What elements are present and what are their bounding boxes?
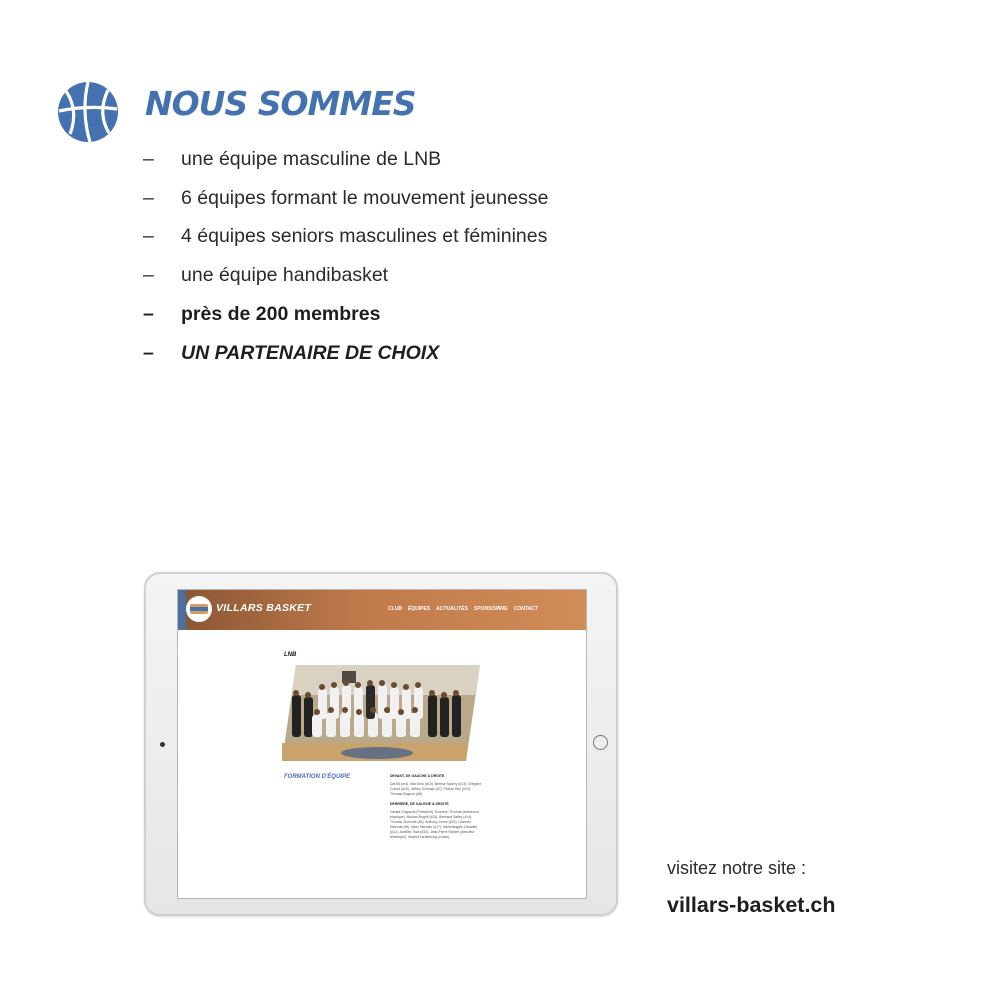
list-dash: – xyxy=(143,264,154,287)
tablet-screen xyxy=(177,589,587,899)
list-item-text: une équipe handibasket xyxy=(181,264,389,287)
list-item xyxy=(143,218,548,257)
front-row-caption: DEVANT, DE GAUCHE À DROITE xyxy=(390,774,445,778)
visit-label: visitez notre site : xyxy=(667,858,807,878)
nav-contact[interactable]: CONTACT xyxy=(513,606,538,612)
list-dash: – xyxy=(143,186,154,209)
list-dash: – xyxy=(143,147,154,170)
list-dash: – xyxy=(143,341,154,364)
back-row-caption: DERRIÈRE, DE GAUCHE À DROITE xyxy=(390,802,449,806)
list-item-text: 6 équipes formant le mouvement jeunesse xyxy=(181,186,549,209)
list-item xyxy=(143,334,548,373)
list-dash: – xyxy=(143,303,154,326)
nav-equipes[interactable]: ÉQUIPES xyxy=(407,606,431,612)
site-brand[interactable]: VILLARS BASKET xyxy=(216,602,312,614)
list-item xyxy=(143,179,548,218)
front-row-names: Dai Mil (m4), Max Mok (#10), Benhur Sparhy (#13), Grégoire Cunod (#15), Jeffrey Schmalz (#7), Florian Rey (#19), Thomas Bugnon (#8). xyxy=(390,782,482,796)
tablet-home-button[interactable] xyxy=(593,735,608,750)
list-item xyxy=(143,140,548,179)
list-item-text: 4 équipes seniors masculines et féminines xyxy=(181,225,548,248)
heading-row xyxy=(57,80,416,144)
list-item-text: UN PARTENAIRE DE CHOIX xyxy=(181,341,440,364)
tablet-camera xyxy=(160,742,165,747)
list-item xyxy=(143,256,548,295)
nav-actualites[interactable]: ACTUALITÉS xyxy=(436,606,468,612)
formation-title: FORMATION D'ÉQUIPE xyxy=(284,774,350,780)
feature-list xyxy=(143,140,548,373)
nav-sponsoring[interactable]: SPONSORING xyxy=(473,606,508,612)
header-accent xyxy=(178,590,186,630)
site-header xyxy=(178,590,586,630)
back-row-names: Gérald Chappuis (Président), Emerson Thomas (entraîneur physique), Nicolas Roghif (#33), Bertrand Salley (#14), Thomas Zumorite (#6), Anthony Jones (#21), Léandro Ettlemal (#5), Marc Sierman (#17), Michelangelo Cavadini (#12), Achilles Toca (#32), Jean-Pierre Raineri (directeur technique), Vincent Laufenburg (coach). xyxy=(390,810,480,839)
roster-block xyxy=(390,774,482,845)
section-label: LNB xyxy=(284,652,297,658)
team-photo-image xyxy=(282,665,480,761)
list-dash: – xyxy=(143,225,154,248)
website-link[interactable]: villars-basket.ch xyxy=(667,893,836,917)
list-item-text: une équipe masculine de LNB xyxy=(181,147,442,170)
page-title: NOUS SOMMES xyxy=(145,84,416,123)
list-item-text: près de 200 membres xyxy=(181,303,381,326)
list-item xyxy=(143,295,548,334)
club-logo-icon xyxy=(189,601,209,617)
club-logo[interactable] xyxy=(186,596,212,622)
basketball-icon xyxy=(57,81,119,143)
nav-club[interactable]: CLUB xyxy=(388,606,402,612)
site-nav xyxy=(388,606,538,612)
tablet-mockup xyxy=(144,572,618,916)
